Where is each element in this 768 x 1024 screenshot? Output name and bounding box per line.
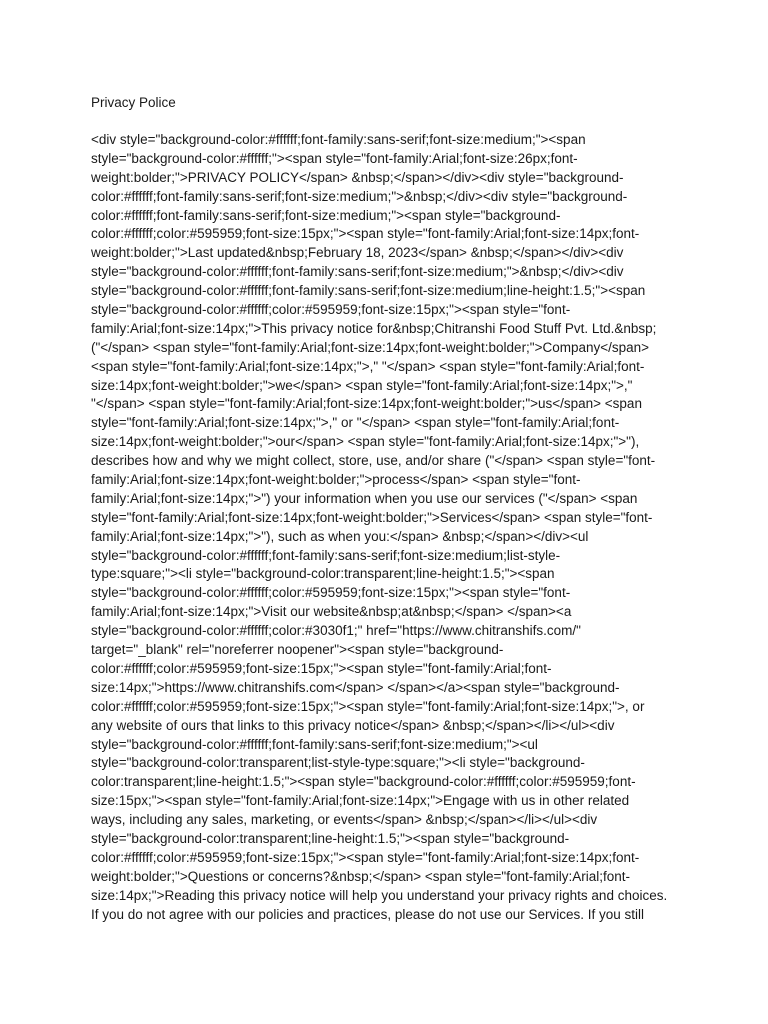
document-text-line: family:Arial;font-size:14px;font-weight:bolder;">process</span> <span style="font- (91, 472, 581, 488)
document-text-line: color:#ffffff;color:#595959;font-size:15px;"><span style="font-family:Arial;font- (91, 660, 552, 676)
document-text-line: ("</span> <span style="font-family:Arial;font-size:14px;font-weight:bolder;">Company</span> (91, 339, 650, 355)
document-text-line: family:Arial;font-size:14px;">"), such as when you:</span> &nbsp;</span></div><ul (91, 528, 589, 544)
document-text-line: color:#ffffff;font-family:sans-serif;font-size:medium;"><span style="background- (91, 207, 561, 223)
document-text-line: style="background-color:#ffffff;font-family:sans-serif;font-size:medium;"><ul (91, 736, 538, 752)
document-text-line: color:transparent;line-height:1.5;"><span style="background-color:#ffffff;color:#595959;font- (91, 774, 636, 790)
document-text-line: style="background-color:#ffffff;"><span style="font-family:Arial;font-size:26px;font- (91, 150, 578, 166)
document-text-line: size:15px;"><span style="font-family:Arial;font-size:14px;">Engage with us in other related (91, 793, 630, 809)
document-text-line: weight:bolder;">Questions or concerns?&nbsp;</span> <span style="font-family:Arial;font- (91, 868, 631, 884)
document-text-line: color:#ffffff;font-family:sans-serif;font-size:medium;">&nbsp;</div><div style="background- (91, 188, 628, 204)
document-text-line: style="background-color:#ffffff;font-family:sans-serif;font-size:medium;line-height:1.5;"><span (91, 283, 646, 299)
document-text-line: type:square;"><li style="background-color:transparent;line-height:1.5;"><span (91, 566, 555, 582)
document-text-line: target="_blank" rel="noreferrer noopener"><span style="background- (91, 642, 504, 658)
document-text-line: size:14px;">Reading this privacy notice will help you understand your privacy rights and choices. (91, 887, 668, 903)
document-text-line: size:14px;font-weight:bolder;">our</span> <span style="font-family:Arial;font-size:14px;">"), (91, 434, 640, 450)
document-text-line: style="background-color:#ffffff;color:#595959;font-size:15px;"><span style="font- (91, 585, 571, 601)
document-text-line: ways, including any sales, marketing, or events</span> &nbsp;</span></li></ul><div (91, 812, 598, 828)
document-text-line: style="font-family:Arial;font-size:14px;">," or "</span> <span style="font-family:Arial;font- (91, 415, 620, 431)
document-text-line: color:#ffffff;color:#595959;font-size:15px;"><span style="font-family:Arial;font-size:14px;font- (91, 226, 640, 242)
document-text-line: <div style="background-color:#ffffff;font-family:sans-serif;font-size:medium;"><span (91, 132, 586, 147)
document-body-text (91, 131, 691, 924)
document-text-line: style="background-color:#ffffff;font-family:sans-serif;font-size:medium;list-style- (91, 547, 561, 563)
document-text-line: style="background-color:transparent;line-height:1.5;"><span style="background- (91, 830, 570, 846)
document-text-line: style="background-color:#ffffff;font-family:sans-serif;font-size:medium;">&nbsp;</div><div (91, 264, 624, 280)
document-text-line: <span style="font-family:Arial;font-size:14px;">," "</span> <span style="font-family:Arial;font- (91, 358, 645, 374)
document-text-line: size:14px;">https://www.chitranshifs.com</span> </span></a><span style="background- (91, 679, 620, 695)
document-text-line: family:Arial;font-size:14px;">This privacy notice for&nbsp;Chitranshi Food Stuff Pvt. Ltd.&nbsp; (91, 320, 657, 336)
document-text-line: color:#ffffff;color:#595959;font-size:15px;"><span style="font-family:Arial;font-size:14px;">, or (91, 698, 645, 714)
document-text-line: family:Arial;font-size:14px;">") your information when you use our services ("</span> <span (91, 490, 638, 506)
document-text-line: style="font-family:Arial;font-size:14px;font-weight:bolder;">Services</span> <span style="font- (91, 509, 653, 525)
document-title: Privacy Police (91, 95, 176, 110)
document-text-line: any website of ours that links to this privacy notice</span> &nbsp;</span></li></ul><div (91, 717, 615, 733)
document-text-line: describes how and why we might collect, store, use, and/or share ("</span> <span style="font- (91, 453, 656, 469)
document-text-line: style="background-color:#ffffff;color:#595959;font-size:15px;"><span style="font- (91, 302, 571, 318)
document-text-line: style="background-color:transparent;list-style-type:square;"><li style="background- (91, 755, 585, 771)
document-text-line: "</span> <span style="font-family:Arial;font-size:14px;font-weight:bolder;">us</span> <span (91, 396, 642, 412)
document-text-line: family:Arial;font-size:14px;">Visit our website&nbsp;at&nbsp;</span> </span><a (91, 604, 572, 620)
document-text-line: weight:bolder;">PRIVACY POLICY</span> &nbsp;</span></div><div style="background- (91, 169, 624, 185)
document-text-line: style="background-color:#ffffff;color:#3030f1;" href="https://www.chitranshifs.com/" (91, 623, 581, 639)
document-text-line: weight:bolder;">Last updated&nbsp;February 18, 2023</span> &nbsp;</span></div><div (91, 245, 624, 261)
document-text-line: color:#ffffff;color:#595959;font-size:15px;"><span style="font-family:Arial;font-size:14px;font- (91, 849, 640, 865)
document-text-line: size:14px;font-weight:bolder;">we</span> <span style="font-family:Arial;font-size:14px;">," (91, 377, 633, 393)
document-text-line: If you do not agree with our policies and practices, please do not use our Services. If you still (91, 906, 645, 922)
